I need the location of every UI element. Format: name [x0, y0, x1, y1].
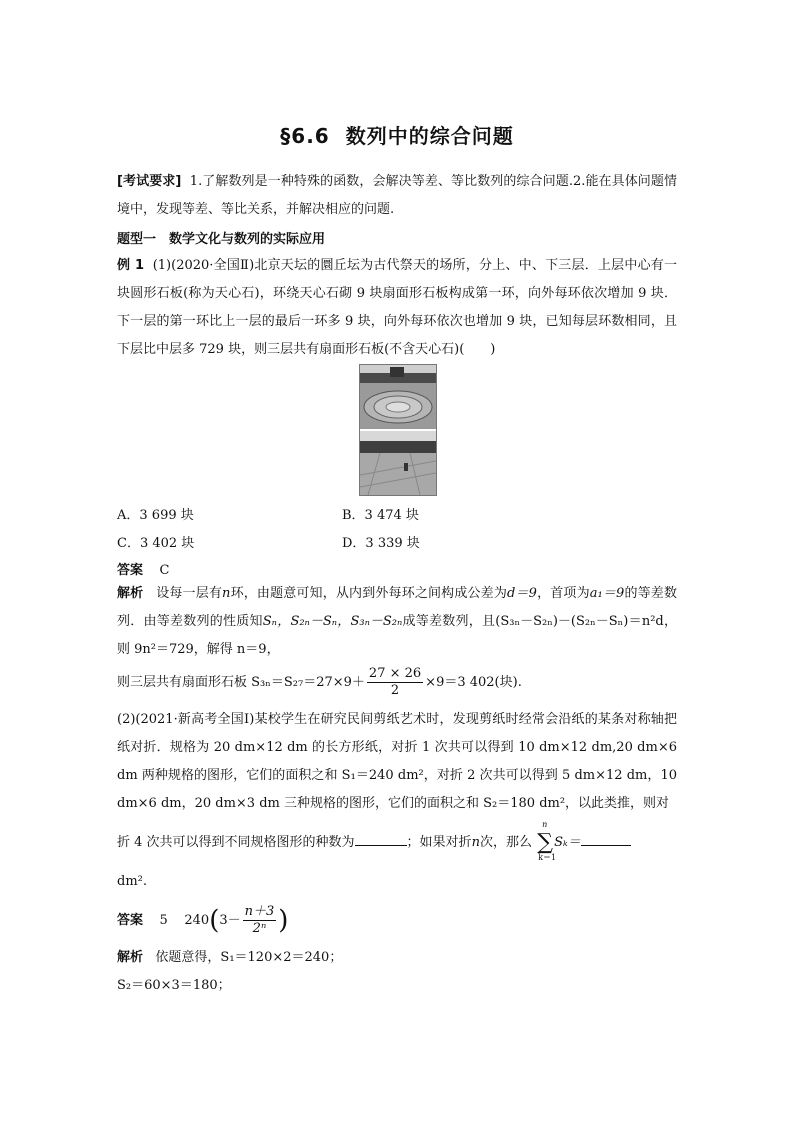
- analysis-1: [117, 580, 677, 664]
- example-label: 例 1: [117, 258, 144, 273]
- answer-blank-2: [581, 833, 631, 846]
- answer-value-2: 240: [184, 913, 210, 928]
- answer-value-2-inner: 3－: [219, 913, 241, 928]
- page-title: [0, 120, 794, 149]
- example-1-part-2-line: [117, 820, 631, 862]
- section-title: 数列中的综合问题: [345, 124, 514, 148]
- analysis-label: 解析: [117, 950, 144, 965]
- answer-1: [117, 559, 170, 578]
- answer-value-1: 5: [159, 913, 168, 928]
- answer-value: C: [159, 563, 170, 578]
- requirement-tag: [考试要求]: [117, 174, 182, 189]
- exam-requirement: [117, 168, 677, 224]
- analysis-text: 成等差数列，且(S₃ₙ－S₂ₙ)－(S₂ₙ－Sₙ)＝n²d，则 9n²＝729，解得 n＝9，: [117, 614, 677, 657]
- example-1-question: [117, 252, 677, 364]
- option-c: C．3 402 块: [117, 536, 195, 551]
- fraction: [367, 666, 423, 699]
- fraction-denominator: 2ⁿ: [252, 921, 267, 936]
- unit-dm2: dm².: [117, 874, 147, 889]
- math-n: n: [471, 835, 480, 850]
- temple-of-heaven-photo: [359, 364, 437, 496]
- math-n: n: [222, 586, 231, 601]
- fraction-numerator: n＋3: [244, 904, 275, 919]
- section-heading: 题型一 数学文化与数列的实际应用: [117, 232, 326, 247]
- conclusion-1: [117, 666, 522, 699]
- analysis-2: [117, 946, 342, 965]
- answer-2: 答案 5 240(3－ $\frac{n+3}{\text{2ⁿ}}$ ): [117, 904, 289, 936]
- option-a: A．3 699 块: [117, 508, 194, 523]
- answer-label: 答案: [117, 913, 144, 928]
- fraction-denominator: 2: [390, 683, 400, 698]
- example-text: (1)(2020·全国Ⅱ)北京天坛的圜丘坛为古代祭天的场所，分上、中、下三层．上层中心有一块圆形石板(称为天心石)，环绕天心石砌 9 块扇面形石板构成第一环，向外每环依次增加 9 块．下一层的第一环比上一层的最后一环多 9 块，向外每环依次也增加 9 块，已知每层环数相同，且下层比中层多 729 块，则三层共有扇面形石板(不含天心石)( ): [117, 258, 677, 357]
- option-b: B．3 474 块: [342, 508, 419, 523]
- section-number: §6.6: [280, 124, 330, 148]
- sum-upper: n: [542, 820, 548, 829]
- requirement-text: 1.了解数列是一种特殊的函数，会解决等差、等比数列的综合问题.2.能在具体问题情境中，发现等差、等比关系，并解决相应的问题.: [117, 174, 677, 217]
- answer-label: 答案: [117, 563, 144, 578]
- answer-blank-1: [355, 833, 407, 846]
- summation-symbol: ∑ n k＝1: [537, 820, 557, 862]
- sum-lower: k＝1: [538, 853, 557, 862]
- example-1-part-2: (2)(2021·新高考全国Ⅰ)某校学生在研究民间剪纸艺术时，发现剪纸时经常会沿纸的某条对称轴把纸对折．规格为 20 dm×12 dm 的长方形纸，对折 1 次共可以得到 10 dm×12 dm,20 dm×6 dm 两种规格的图形，它们的面积之和 S₁＝240 dm²，对折 2 次共可以得到 5 dm×12 dm，10 dm×6 dm，20 dm×3 dm 三种规格的图形，它们的面积之和 S₂＝180 dm²，以此类推，则对: [117, 712, 677, 811]
- conclusion-text: 则三层共有扇面形石板 S₃ₙ＝S₂₇＝27×9＋: [117, 675, 365, 690]
- analysis-line: 依题意得，S₁＝120×2＝240；: [155, 950, 343, 965]
- analysis-text: 环，由题意可知，从内到外每环之间构成公差为: [230, 586, 507, 601]
- fraction: [243, 904, 277, 937]
- photo-image: [360, 365, 436, 495]
- question-text: ；如果对折: [406, 835, 472, 850]
- math-a1: a₁＝9: [589, 586, 625, 601]
- question-text: 折 4 次共可以得到不同规格图形的种数为: [117, 835, 355, 850]
- math-sequence: Sₙ，S₂ₙ－Sₙ，S₃ₙ－S₂ₙ: [262, 614, 403, 629]
- analysis-2-line-2: S₂＝60×3＝180；: [117, 978, 231, 993]
- analysis-label: 解析: [117, 586, 144, 601]
- analysis-text: 设每一层有: [156, 586, 223, 601]
- math-d: d＝9: [507, 586, 537, 601]
- conclusion-text: ×9＝3 402(块).: [425, 675, 522, 690]
- fraction-numerator: 27 × 26: [368, 666, 422, 681]
- analysis-text: ，首项为: [536, 586, 590, 601]
- question-text: 次，那么: [479, 835, 532, 850]
- math-sk: Sₖ＝: [554, 835, 581, 850]
- analysis-text: 的等差数列．由等差数列的性质知: [117, 586, 677, 629]
- option-d: D．3 339 块: [342, 536, 420, 551]
